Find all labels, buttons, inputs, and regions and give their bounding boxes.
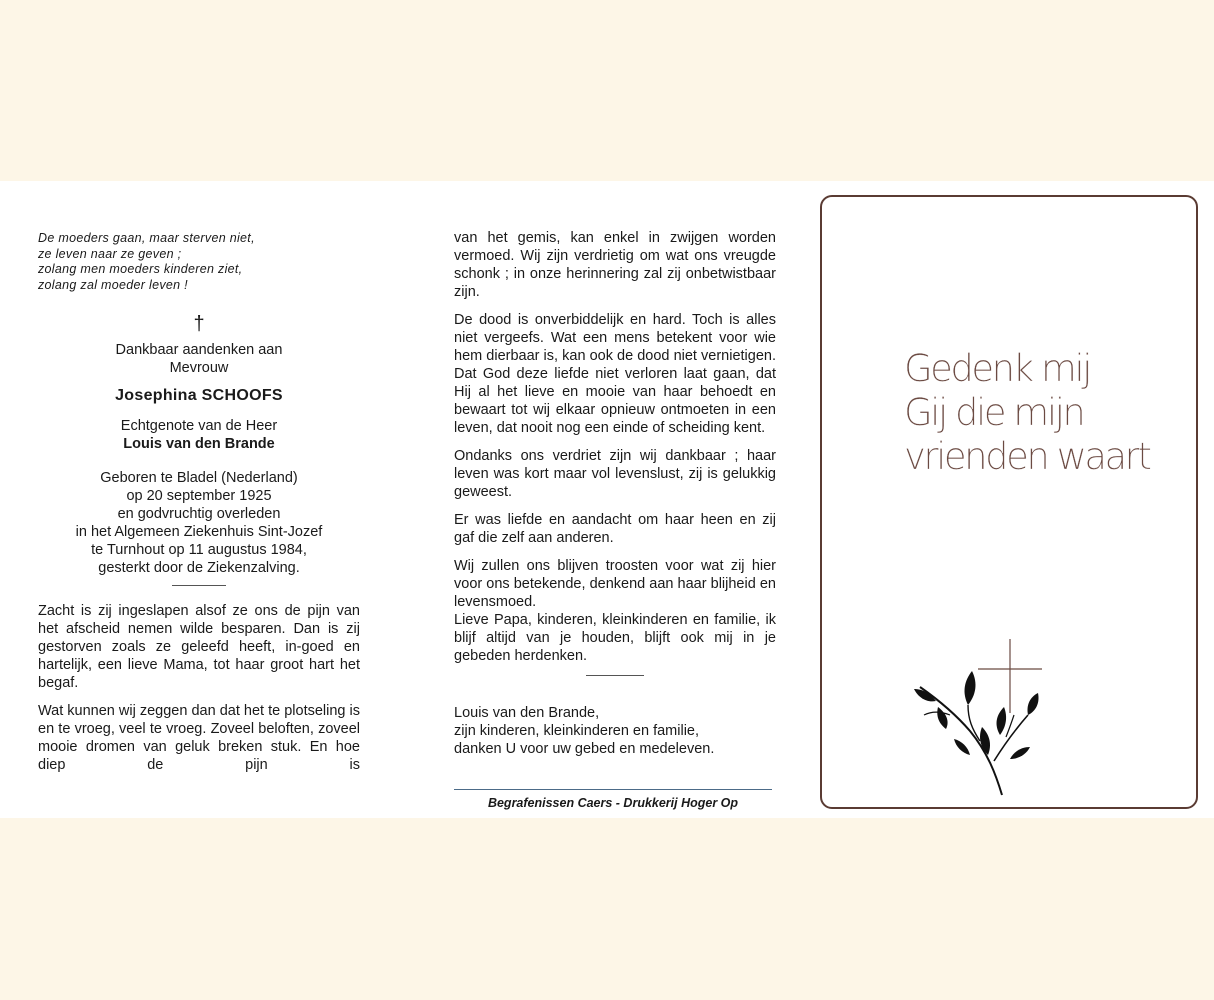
paragraph: van het gemis, kan enkel in zwijgen worden vermoed. Wij zijn verdrietig om wat ons vreugde schonk ; in onze herinnering zal zij onbetwistbaar zijn. (454, 230, 776, 300)
poem-line: zolang zal moeder leven ! (38, 277, 188, 292)
bio-line: en godvruchtig overleden (117, 506, 281, 522)
poem-line: zolang men moeders kinderen ziet, (38, 262, 243, 276)
paragraph: Lieve Papa, kinderen, kleinkinderen en familie, ik blijf altijd van je houden, blijft ook mij in je gebeden herdenken. (454, 612, 776, 664)
divider (172, 585, 226, 586)
spouse-line: Echtgenote van de Heer (120, 418, 278, 434)
bio-line: in het Algemeen Ziekenhuis Sint-Jozef (75, 524, 323, 540)
bio-line: Geboren te Bladel (Nederland) (100, 470, 298, 486)
bio-line: te Turnhout op 11 augustus 1984, (91, 542, 307, 558)
branch-cross-icon (910, 635, 1050, 800)
paragraph: Wat kunnen wij zeggen dan dat het te plotseling is en te vroeg, veel te vroeg. Zoveel beloften, zoveel mooie dromen van geluk breken stuk. En hoe diep de pijn is (38, 703, 360, 773)
divider (586, 675, 644, 676)
middle-column (454, 229, 776, 758)
left-column (38, 231, 360, 784)
poem-line: De moeders gaan, maar sterven niet, (38, 231, 255, 245)
paragraph: Ondanks ons verdriet zijn wij dankbaar ; haar leven was kort maar vol levenslust, zij is gelukkig geweest. (454, 448, 776, 500)
paragraph: Zacht is zij ingeslapen alsof ze ons de pijn van het afscheid nemen wilde besparen. Dan is zij gestorven zoals ze geleefd heeft, in-goed en hartelijk, een lieve Mama, tot haar groot hart het begaf. (38, 603, 360, 691)
printer-credit: Begrafenissen Caers - Drukkerij Hoger Op (454, 789, 772, 810)
spouse-name: Louis van den Brande (123, 436, 275, 452)
bio-line: gesterkt door de Ziekenzalving. (98, 560, 300, 576)
intro-line: Dankbaar aandenken aan (115, 342, 283, 358)
poem-line: ze leven naar ze geven ; (38, 246, 182, 261)
verse-line: Gij die mijn (904, 391, 1084, 434)
cross-icon: † (193, 313, 205, 335)
cover-verse (904, 347, 1149, 479)
verse-line: Gedenk mij (904, 347, 1090, 390)
intro-line: Mevrouw (169, 360, 229, 376)
closing-line: zijn kinderen, kleinkinderen en familie, (454, 723, 700, 739)
paragraph: De dood is onverbiddelijk en hard. Toch is alles niet vergeefs. Wat een mens betekent voor wie hem dierbaar is, kan ook de dood niet vernietigen. Dat God deze liefde niet verloren laat gaan, dat Hij al het lieve en mooie van haar behoedt en bewaart tot wij elkaar opnieuw ontmoeten in een leven, dat nooit nog een einde of scheiding kent. (454, 312, 776, 436)
closing-line: danken U voor uw gebed en medeleven. (454, 741, 715, 757)
closing-block (454, 704, 776, 758)
bio-line: op 20 september 1925 (126, 488, 272, 504)
closing-line: Louis van den Brande, (454, 705, 600, 721)
deceased-name: Josephina SCHOOFS (115, 387, 283, 404)
intro-block (38, 341, 360, 577)
cover-panel (820, 195, 1198, 809)
paragraph: Er was liefde en aandacht om haar heen en zij gaf die zelf aan anderen. (454, 512, 776, 546)
opening-poem (38, 231, 360, 293)
paragraph: Wij zullen ons blijven troosten voor wat zij hier voor ons betekende, denkend aan haar blijheid en levensmoed. (454, 558, 776, 610)
verse-line: vrienden waart (904, 435, 1150, 478)
